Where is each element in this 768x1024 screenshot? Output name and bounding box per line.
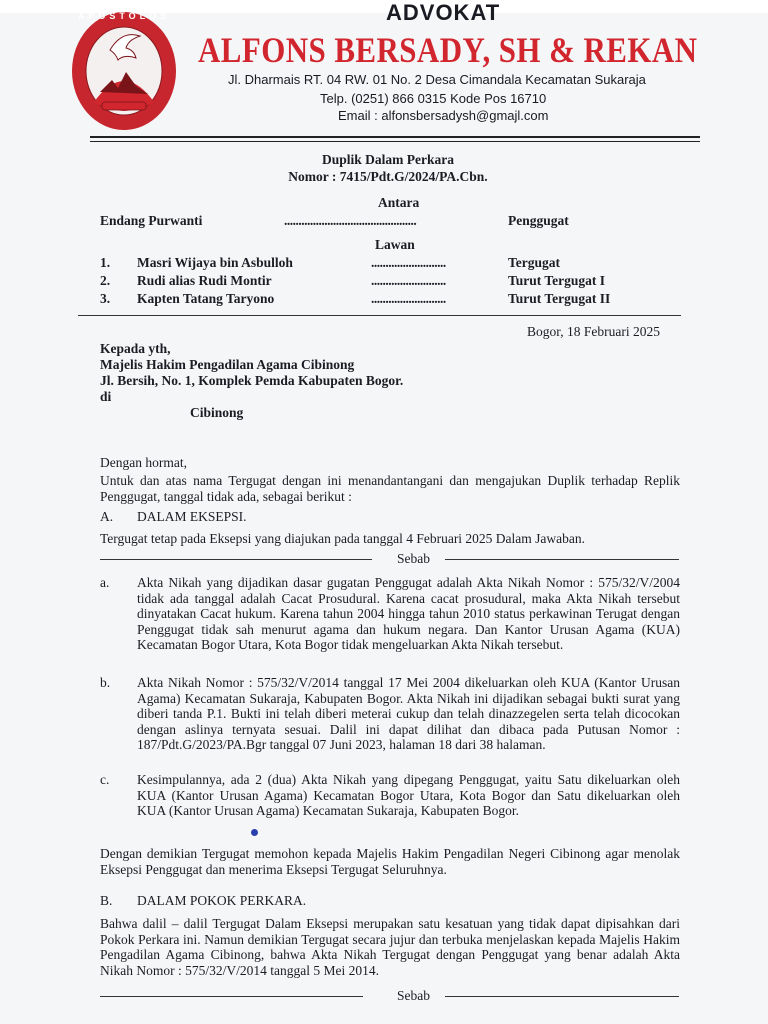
recipient-line-4: di — [100, 389, 112, 404]
header-divider-top — [90, 136, 700, 138]
defendant-role: Tergugat — [508, 255, 561, 270]
header-address: Jl. Dharmais RT. 04 RW. 01 No. 2 Desa Cimandala Kecamatan Sukaraja — [228, 72, 646, 87]
section-a-letter: A. — [100, 509, 114, 524]
sebab-rule-right — [445, 559, 679, 560]
defendant-role: Turut Tergugat I — [508, 273, 606, 288]
header-email: Email : alfonsbersadysh@gmajl.com — [338, 108, 549, 123]
item-label: a. — [100, 575, 110, 590]
section-a-title: DALAM EKSEPSI. — [137, 509, 247, 524]
apostolos-logo — [70, 10, 178, 132]
pokok-paragraph: Bahwa dalil – dalil Tergugat Dalam Eksepsi merupakan satu kesatuan yang tidak dapat dipisahkan dari Pokok Perkara ini. Namun demikian Tergugat secara jujur dan terbuka menjelaskan kepada Majelis Hakim Pengadilan Agama Cibinong, bahwa Akta Nikah Tergugat dengan Penggugat yang benar adalah Akta Nikah Nomor : 575/32/V/2014 tanggal 5 Mei 2014. — [100, 916, 680, 978]
letter-date: Bogor, 18 Februari 2025 — [527, 324, 660, 339]
header-firm-name: ALFONS BERSADY, SH & REKAN — [198, 30, 698, 70]
antara-label: Antara — [378, 195, 420, 210]
defendant-dots: .......................... — [371, 291, 446, 306]
defendant-name: Kapten Tatang Taryono — [137, 291, 275, 306]
defendant-role: Turut Tergugat II — [508, 291, 611, 306]
plaintiff-role: Penggugat — [508, 213, 569, 228]
eksepsi-statement: Tergugat tetap pada Eksepsi yang diajukan pada tanggal 4 Februari 2025 Dalam Jawaban. — [100, 531, 586, 546]
defendant-name: Masri Wijaya bin Asbulloh — [137, 255, 293, 270]
recipient-city: Cibinong — [190, 405, 244, 420]
closing-a-paragraph: Dengan demikian Tergugat memohon kepada Majelis Hakim Pengadilan Negeri Cibinong agar menolak Eksepsi Penggugat dan menerima Eksepsi Tergugat Seluruhnya. — [100, 846, 680, 877]
lawan-label: Lawan — [375, 237, 415, 252]
defendant-dots: .......................... — [371, 273, 446, 288]
defendant-dots: .......................... — [371, 255, 446, 270]
title-line-1: Duplik Dalam Perkara — [321, 152, 454, 167]
defendant-number: 1. — [100, 255, 111, 270]
section-b-title: DALAM POKOK PERKARA. — [137, 893, 307, 908]
item-text: Kesimpulannya, ada 2 (dua) Akta Nikah yang dipegang Penggugat, yaitu Satu dikeluarkan oleh KUA (Kantor Urusan Agama) Kecamatan Bogor Utara, Kota Bogor dan Satu dikeluarkan oleh KUA (Kantor Urusan Agama) Kecamatan Sukaraja, Kabupaten Bogor. — [137, 772, 680, 819]
item-text: Akta Nikah Nomor : 575/32/V/2014 tanggal 17 Mei 2004 dikeluarkan oleh KUA (Kantor Urusan Agama) Kecamatan Sukaraja, Kabupaten Bogor. Akta Nikah ini dijadikan sebagai bukti surat yang diberi tanda P.1. Bukti ini telah diberi meterai cukup dan telah dinazzegelen serta telah dicocokan dengan aslinya ternyata sesuai. Dalil ini dapat dilihat dan dibaca pada Putusan Nomor : 187/Pdt.G/2023/PA.Bgr tanggal 07 Juni 2023, halaman 18 dari 38 halaman. — [137, 675, 680, 753]
sebab2-label: Sebab — [397, 988, 430, 1003]
greeting: Dengan hormat, — [100, 455, 187, 470]
recipient-line-2: Majelis Hakim Pengadilan Agama Cibinong — [100, 357, 355, 372]
parties-divider — [78, 315, 681, 316]
header-phone: Telp. (0251) 866 0315 Kode Pos 16710 — [320, 91, 547, 106]
plaintiff-dots: .............................................. — [284, 213, 417, 228]
ink-dot — [251, 829, 258, 836]
item-text: Akta Nikah yang dijadikan dasar gugatan Penggugat adalah Akta Nikah Nomor : 575/32/V/2004 tidak ada tanggal adalah Cacat Prosudural. Karena cacat prosudural, maka Akta Nikah tersebut dinyatakan Cacat hukum. Karena tahun 2004 hingga tahun 2010 status perkawinan Terugat dengan Penggugat tidak sah menurut agama dan hukum negara. Dan Kantor Urusan Agama (KUA) Kecamatan Bogor Utara, Kota Bogor tidak mengeluarkan Akta Nikah tersebut. — [137, 575, 680, 653]
defendant-name: Rudi alias Rudi Montir — [137, 273, 272, 288]
recipient-line-1: Kepada yth, — [100, 341, 171, 356]
recipient-line-3: Jl. Bersih, No. 1, Komplek Pemda Kabupaten Bogor. — [100, 373, 404, 388]
sebab2-rule-right — [445, 996, 679, 997]
item-label: c. — [100, 772, 110, 787]
sebab-rule-left — [100, 559, 372, 560]
defendant-number: 2. — [100, 273, 111, 288]
plaintiff-name: Endang Purwanti — [100, 213, 203, 228]
item-label: b. — [100, 675, 111, 690]
defendant-number: 3. — [100, 291, 111, 306]
title-line-2: Nomor : 7415/Pdt.G/2024/PA.Cbn. — [288, 169, 488, 184]
header-divider-bottom — [90, 141, 700, 142]
logo-text: APOSTOLOS — [77, 11, 171, 21]
intro-paragraph: Untuk dan atas nama Tergugat dengan ini menandantangani dan mengajukan Duplik terhadap Replik Penggugat, tanggal tidak ada, sebagai berikut : — [100, 473, 680, 504]
sebab2-rule-left — [100, 996, 363, 997]
sebab-label: Sebab — [397, 551, 430, 566]
header-advokat: ADVOKAT — [386, 0, 501, 25]
section-b-letter: B. — [100, 893, 113, 908]
